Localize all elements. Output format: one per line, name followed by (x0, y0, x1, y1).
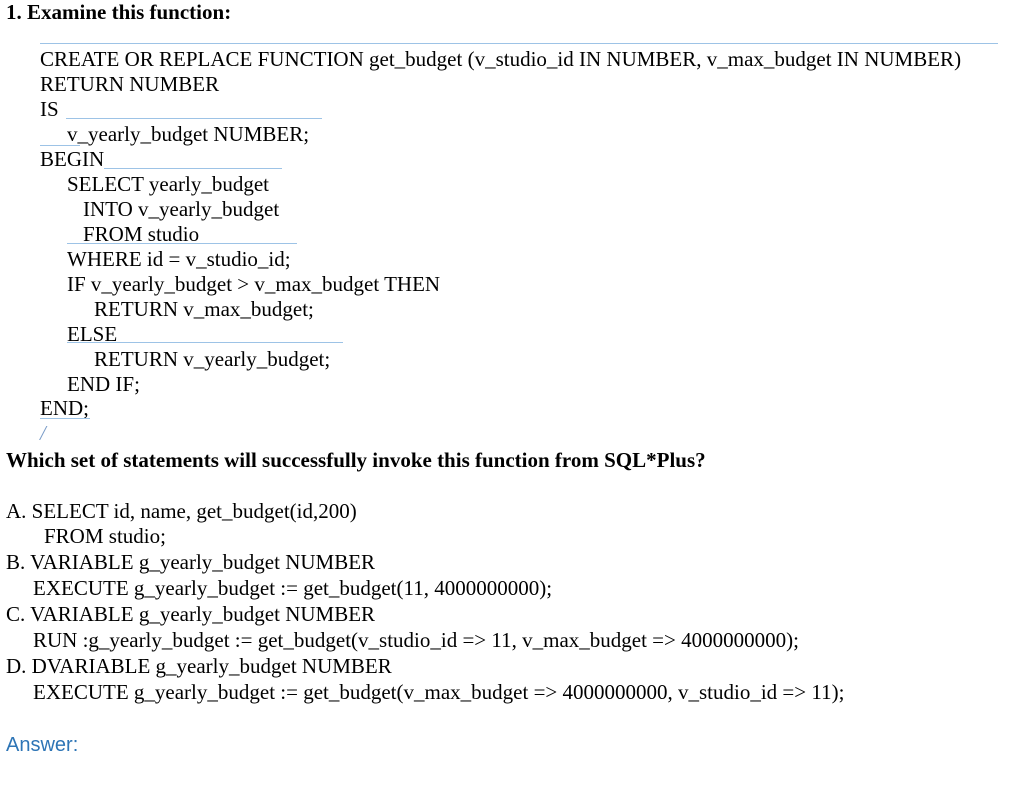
code-line: BEGIN (40, 147, 105, 171)
option-d-line-1: D. DVARIABLE g_yearly_budget NUMBER (6, 654, 392, 678)
code-underline (40, 145, 80, 146)
code-underline (40, 418, 90, 419)
code-line: ELSE (67, 322, 118, 346)
code-line: RETURN NUMBER (40, 72, 220, 96)
option-a-line-2: FROM studio; (44, 524, 166, 548)
code-underline (104, 168, 282, 169)
code-terminator: / (40, 421, 46, 445)
code-line: IF v_yearly_budget > v_max_budget THEN (67, 272, 441, 296)
code-underline (67, 243, 297, 244)
code-line: CREATE OR REPLACE FUNCTION get_budget (v_studio_id IN NUMBER, v_max_budget IN NUMBER) (40, 47, 962, 71)
question-prompt: Which set of statements will successfully invoke this function from SQL*Plus? (6, 448, 706, 472)
option-d-line-2: EXECUTE g_yearly_budget := get_budget(v_max_budget => 4000000000, v_studio_id => 11); (33, 680, 845, 704)
code-line: RETURN v_yearly_budget; (94, 347, 331, 371)
code-line: SELECT yearly_budget (67, 172, 269, 196)
code-line: INTO v_yearly_budget (83, 197, 280, 221)
option-c-line-2: RUN :g_yearly_budget := get_budget(v_studio_id => 11, v_max_budget => 4000000000); (33, 628, 799, 652)
code-underline (66, 118, 322, 119)
code-line: END IF; (67, 372, 140, 396)
code-line: WHERE id = v_studio_id; (67, 247, 291, 271)
code-top-rule (40, 43, 998, 44)
option-c-line-1: C. VARIABLE g_yearly_budget NUMBER (6, 602, 376, 626)
code-line: v_yearly_budget NUMBER; (67, 122, 310, 146)
code-line: IS (40, 97, 59, 121)
option-a-line-1: A. SELECT id, name, get_budget(id,200) (6, 499, 357, 523)
option-b-line-2: EXECUTE g_yearly_budget := get_budget(11, 4000000000); (33, 576, 553, 600)
question-heading: 1. Examine this function: (6, 0, 232, 24)
code-line: RETURN v_max_budget; (94, 297, 314, 321)
answer-label: Answer: (6, 734, 79, 756)
option-b-line-1: B. VARIABLE g_yearly_budget NUMBER (6, 550, 376, 574)
code-line: FROM studio (83, 222, 200, 246)
code-underline (67, 342, 343, 343)
code-line: END; (40, 396, 89, 420)
